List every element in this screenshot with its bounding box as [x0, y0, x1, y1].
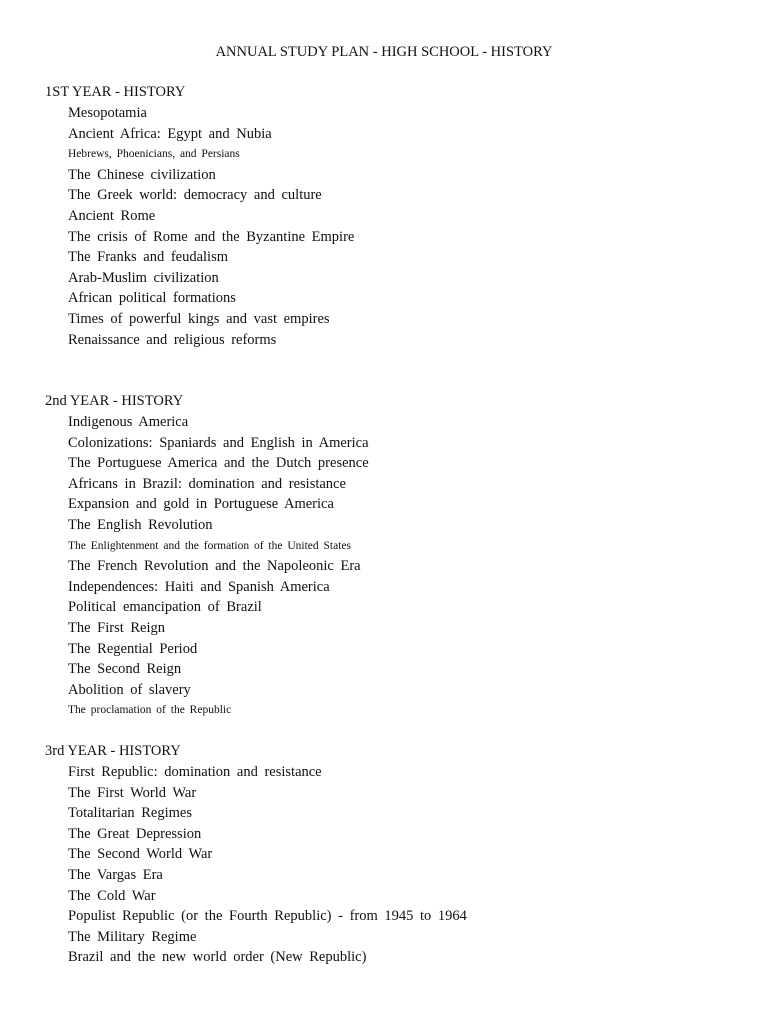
topic-item: The Portuguese America and the Dutch presence — [68, 455, 369, 472]
topic-item: The Greek world: democracy and culture — [68, 187, 322, 204]
topic-item: Ancient Rome — [68, 207, 156, 224]
topic-item: Political emancipation of Brazil — [68, 599, 262, 616]
topic-item: The Regential Period — [68, 640, 198, 657]
topic-item: Indigenous America — [68, 414, 189, 430]
topic-item: Times of powerful kings and vast empires — [68, 310, 330, 327]
topic-item: Renaissance and religious reforms — [68, 331, 277, 348]
topic-list — [45, 412, 745, 721]
topic-item: Hebrews, Phoenicians, and Persians — [68, 148, 240, 161]
topic-item: The proclamation of the Republic — [68, 704, 232, 717]
topic-item: The Franks and feudalism — [68, 249, 229, 266]
topic-item: The Great Depression — [68, 825, 202, 842]
topic-item: Expansion and gold in Portuguese America — [68, 496, 334, 513]
section-heading: 2nd YEAR - HISTORY — [45, 393, 184, 409]
topic-item: African political formations — [68, 290, 236, 307]
topic-item: The Second Reign — [68, 661, 182, 678]
section-heading: 1ST YEAR - HISTORY — [45, 84, 186, 100]
section-3rd-year — [45, 742, 745, 968]
topic-item: First Republic: domination and resistance — [68, 764, 322, 780]
topic-item: The Military Regime — [68, 928, 197, 945]
topic-list — [45, 103, 745, 350]
topic-item: The Cold War — [68, 887, 156, 904]
topic-item: Brazil and the new world order (New Republic) — [68, 949, 367, 966]
topic-list — [45, 762, 745, 968]
section-heading: 3rd YEAR - HISTORY — [45, 743, 181, 759]
topic-item: The Second World War — [68, 846, 213, 863]
topic-item: The Chinese civilization — [68, 166, 216, 183]
section-1st-year — [45, 83, 745, 350]
topic-item: The French Revolution and the Napoleonic Era — [68, 558, 361, 575]
section-2nd-year — [45, 392, 745, 721]
document-title: ANNUAL STUDY PLAN - HIGH SCHOOL - HISTORY — [215, 44, 553, 60]
topic-item: Africans in Brazil: domination and resistance — [68, 475, 346, 492]
topic-item: The crisis of Rome and the Byzantine Empire — [68, 228, 355, 245]
topic-item: The Vargas Era — [68, 866, 163, 883]
topic-item: The English Revolution — [68, 516, 213, 533]
topic-item: Arab-Muslim civilization — [68, 269, 219, 286]
topic-item: The First Reign — [68, 619, 166, 636]
topic-item: Colonizations: Spaniards and English in America — [68, 434, 369, 451]
topic-item: Abolition of slavery — [68, 681, 191, 698]
topic-item: Ancient Africa: Egypt and Nubia — [68, 125, 272, 142]
topic-item: Populist Republic (or the Fourth Republic) - from 1945 to 1964 — [68, 908, 467, 925]
topic-item: The Enlightenment and the formation of the United States — [68, 539, 351, 552]
topic-item: Independences: Haiti and Spanish America — [68, 578, 330, 595]
topic-item: The First World War — [68, 784, 197, 801]
topic-item: Totalitarian Regimes — [68, 805, 192, 822]
topic-item: Mesopotamia — [68, 105, 147, 121]
